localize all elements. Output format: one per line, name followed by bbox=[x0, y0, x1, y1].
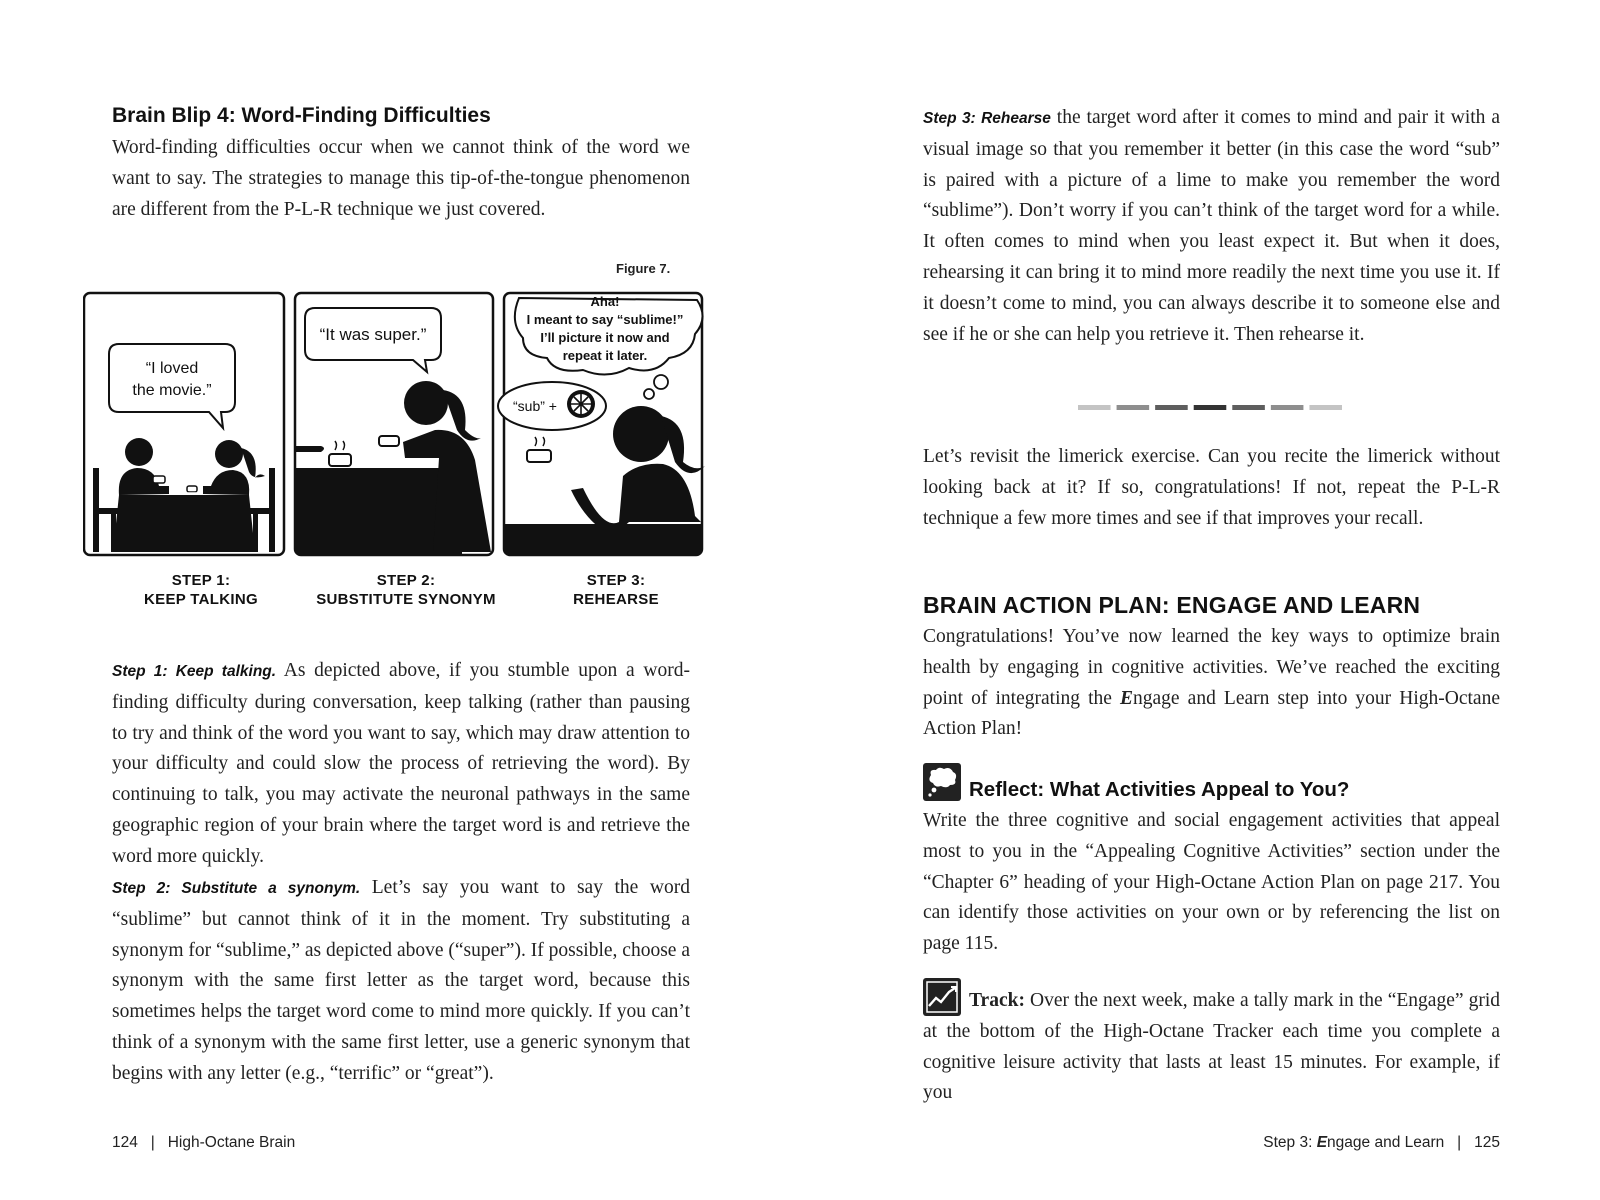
step1-run-head: Step 1: Keep talking. bbox=[112, 663, 277, 680]
action-plan-paragraph bbox=[923, 622, 1500, 745]
footer-left: 124 | High-Octane Brain bbox=[112, 1134, 296, 1151]
step2-paragraph bbox=[112, 873, 690, 1090]
comic-panel-2 bbox=[295, 293, 493, 555]
step3-run-head: Step 3: Rehearse bbox=[923, 110, 1051, 127]
step3-paragraph bbox=[923, 103, 1500, 350]
figure-label: Figure 7. bbox=[616, 261, 671, 276]
reflect-label: Reflect: bbox=[969, 778, 1045, 801]
section-divider bbox=[1078, 405, 1348, 411]
step2-caption bbox=[301, 572, 511, 609]
panel3-thought-line1: Aha! bbox=[590, 294, 620, 309]
section-heading: Brain Blip 4: Word-Finding Difficulties bbox=[112, 104, 491, 127]
divider-dash bbox=[1078, 405, 1111, 410]
footer-right-b: ngage and Learn | 125 bbox=[1327, 1134, 1500, 1151]
reflect-title: What Activities Appeal to You? bbox=[1044, 778, 1350, 801]
plan-text-em: E bbox=[1120, 687, 1134, 709]
panel2-bubble-text: “It was super.” bbox=[319, 325, 427, 344]
step3-text: the target word after it comes to mind and pair it with a visual image so that you remember it better (in this case the word “sub” is paired with a picture of a lime to make you remember the word “sublime”). Don’t worry if you can’t think of the target word for a while. It often comes to mind when you least expect it. But when it does, rehearsing it can bring it to mind more readily the next time you use it. If it doesn’t come to mind, you can always describe it to someone else and see if he or she can help you retrieve it. Then rehearse it. bbox=[923, 107, 1501, 345]
footer-right bbox=[1263, 1134, 1500, 1152]
track-text: Over the next week, make a tally mark in the “Engage” grid at the bottom of the High-Octane Tracker each time you complete a cognitive leisure activity that lasts at least 15 minutes. For example, if you bbox=[923, 990, 1500, 1104]
step1-caption-line2: KEEP TALKING bbox=[144, 590, 258, 608]
footer-right-em: E bbox=[1316, 1134, 1328, 1151]
panel3-thought-line4: repeat it later. bbox=[562, 348, 648, 363]
step1-paragraph bbox=[112, 656, 690, 873]
left-page bbox=[112, 0, 690, 1200]
panel1-bubble-line1: “I loved bbox=[145, 360, 199, 377]
comic-figure bbox=[83, 290, 723, 620]
divider-dash bbox=[1155, 405, 1188, 410]
track-paragraph bbox=[923, 986, 1500, 1109]
panel3-small-thought-text: “sub” + bbox=[513, 398, 557, 414]
comic-panel-3 bbox=[498, 293, 705, 555]
divider-dash bbox=[1232, 405, 1265, 410]
divider-dash bbox=[1117, 405, 1150, 410]
thought-bubble-icon bbox=[923, 763, 961, 801]
action-plan-heading: BRAIN ACTION PLAN: ENGAGE AND LEARN bbox=[923, 592, 1421, 618]
comic-panel-1 bbox=[84, 293, 284, 555]
panel3-thought-line2: I meant to say “sublime!” bbox=[526, 312, 684, 327]
divider-dash bbox=[1271, 405, 1304, 410]
step3-caption-line2: REHEARSE bbox=[573, 590, 659, 608]
reflect-heading bbox=[969, 778, 1349, 802]
step2-caption-line2: SUBSTITUTE SYNONYM bbox=[316, 590, 496, 608]
step2-run-head: Step 2: Substitute a synonym. bbox=[112, 880, 361, 897]
panel3-thought-line3: I’ll picture it now and bbox=[540, 330, 670, 345]
step3-caption bbox=[511, 572, 721, 609]
track-label: Track: bbox=[969, 990, 1025, 1011]
plan-text-b: ngage and Learn step into your High-Octane Action Plan! bbox=[923, 687, 1500, 740]
divider-dash bbox=[1194, 405, 1227, 410]
divider-dash bbox=[1309, 405, 1342, 410]
intro-paragraph: Word-finding difficulties occur when we cannot think of the word we want to say. The strategies to manage this tip-of-the-tongue phenomenon are different from the P-L-R technique we just covered. bbox=[112, 137, 690, 220]
step1-text: As depicted above, if you stumble upon a word-finding difficulty during conversation, keep talking (rather than pausing to try and think of the word you want to say, which may draw attention to your difficulty and could slow the process of retrieving the word). By continuing to talk, you may activate the neuronal pathways in the same geographic region of your brain where the target word is and retrieve the word more quickly. bbox=[112, 660, 691, 867]
reflect-paragraph: Write the three cognitive and social engagement activities that appeal most to you in the “Appealing Cognitive Activities” section under the “Chapter 6” heading of your High-Octane Action Plan on page 217. You can identify those activities on your own or by referencing the list on page 115. bbox=[923, 810, 1500, 955]
lime-icon bbox=[567, 390, 595, 418]
step1-caption bbox=[96, 572, 306, 609]
panel1-bubble-line2: the movie.” bbox=[132, 382, 212, 399]
step1-caption-line1: STEP 1: bbox=[171, 572, 231, 589]
right-page bbox=[923, 0, 1500, 1200]
revisit-paragraph: Let’s revisit the limerick exercise. Can you recite the limerick without looking back at it? If so, congratulations! If not, repeat the P-L-R technique a few more times and see if that improves your recall. bbox=[923, 446, 1500, 529]
step2-caption-line1: STEP 2: bbox=[376, 572, 436, 589]
step3-caption-line1: STEP 3: bbox=[586, 572, 646, 589]
footer-right-a: Step 3: bbox=[1263, 1134, 1317, 1151]
plan-text-a: Congratulations! You’ve now learned the key ways to optimize brain health by engaging in cognitive activities. We’ve reached the exciting point of integrating the bbox=[923, 626, 1500, 709]
step2-text: Let’s say you want to say the word “sublime” but cannot think of it in the moment. Try substituting a synonym for “sublime,” as depicted above (“super”). If possible, choose a synonym with the same first letter as the target word, because this sometimes helps the target word come to mind more quickly. If you can’t think of a synonym with the same first letter, use a generic synonym that begins with any letter (e.g., “terrific” or “great”). bbox=[112, 877, 690, 1084]
